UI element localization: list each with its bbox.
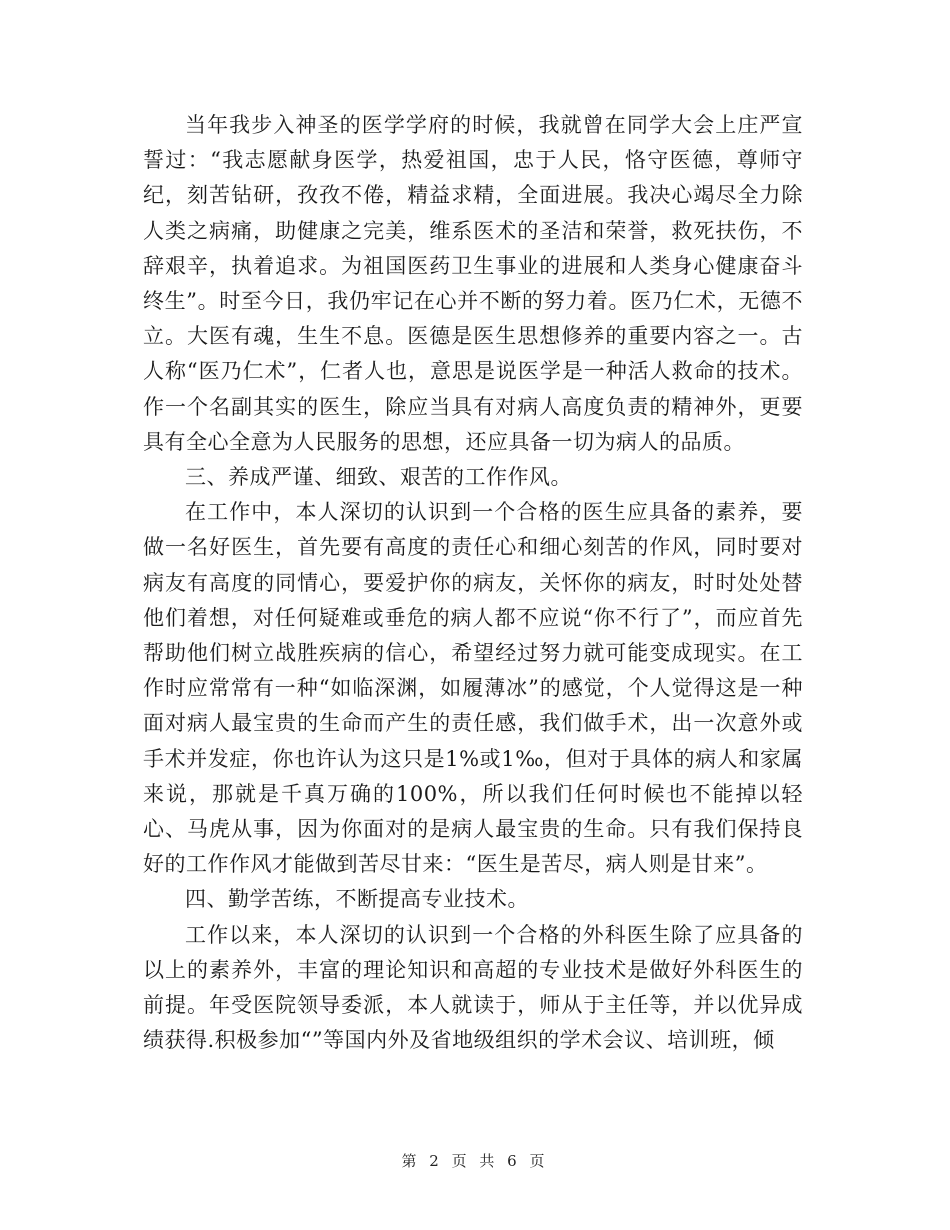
section-heading-study: 四、勤学苦练，不断提高专业技术。 — [185, 887, 529, 912]
section-heading-work-style: 三、养成严谨、细致、艰苦的工作作风。 — [185, 465, 572, 490]
paragraph-study: 工作以来，本人深切的认识到一个合格的外科医生除了应具备的以上的素养外，丰富的理论知识和高超的专业技术是做好外科医生的前提。年受医院领导委派，本人就读于，师从于主任等，并以优异成绩获得.积极参加“”等国内外及省地级组织的学术会议、培训班，倾 — [143, 922, 803, 1053]
paragraph-oath: 当年我步入神圣的医学学府的时候，我就曾在同学大会上庄严宣誓过：“我志愿献身医学，热爱祖国，忠于人民，恪守医德，尊师守纪，刻苦钻研，孜孜不倦，精益求精，全面进展。我决心竭尽全力除人类之病痛，助健康之完美，维系医术的圣洁和荣誉，救死扶伤，不辞艰辛，执着追求。为祖国医药卫生事业的进展和人类身心健康奋斗终生”。时至今日，我仍牢记在心并不断的努力着。医乃仁术，无德不立。大医有魂，生生不息。医德是医生思想修养的重要内容之一。古人称“医乃仁术”，仁者人也，意思是说医学是一种活人救命的技术。作一个名副其实的医生，除应当具有对病人高度负责的精神外，更要具有全心全意为人民服务的思想，还应具备一切为病人的品质。 — [143, 113, 803, 454]
document-body — [143, 108, 803, 1058]
paragraph-work-style: 在工作中，本人深切的认识到一个合格的医生应具备的素养，要做一名好医生，首先要有高度的责任心和细心刻苦的作风，同时要对病友有高度的同情心，要爱护你的病友，关怀你的病友，时时处处替他们着想，对任何疑难或垂危的病人都不应说“你不行了”，而应首先帮助他们树立战胜疾病的信心，希望经过努力就可能变成现实。在工作时应常常有一种“如临深渊，如履薄冰”的感觉，个人觉得这是一种面对病人最宝贵的生命而产生的责任感，我们做手术，出一次意外或手术并发症，你也许认为这只是1%或1‰，但对于具体的病人和家属来说，那就是千真万确的100%，所以我们任何时候也不能掉以轻心、马虎从事，因为你面对的是病人最宝贵的生命。只有我们保持良好的工作作风才能做到苦尽甘来：“医生是苦尽，病人则是甘来”。 — [143, 500, 803, 877]
page-number-footer: 第 2 页 共 6 页 — [401, 1152, 549, 1170]
